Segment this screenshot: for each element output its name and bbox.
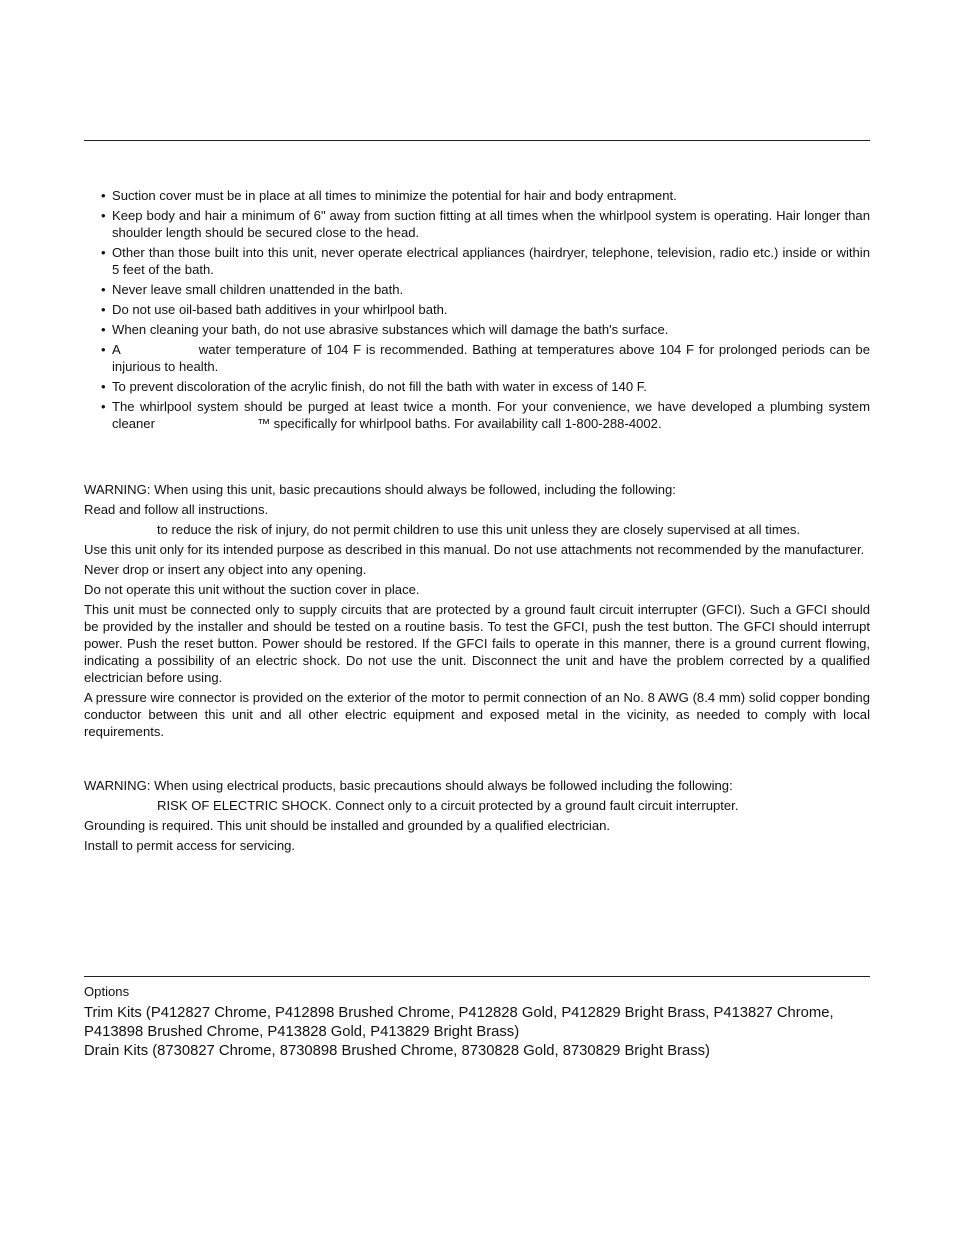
instructions-purpose: Use this unit only for its intended purpose as described in this manual. Do not use attachments not recommended by the manufacturer. xyxy=(84,542,865,557)
instructions-gfci: This unit must be connected only to supply circuits that are protected by a ground fault circuit interrupter (GFCI). Such a GFCI should be provided by the installer and should be tested on a routine basis. To test the GFCI, push the test button. The GFCI should interrupt power. Push the reset button. Power should be restored. If the GFCI fails to operate in this manner, there is a ground current flowing, indicating a possibility of an electric shock. Do not use the unit. Disconnect the unit and have the problem corrected by a qualified electrician before using. xyxy=(84,602,870,685)
options-trim-kits: Trim Kits (P412827 Chrome, P412898 Brushed Chrome, P412828 Gold, P412829 Bright Brass, P413827 Chrome, P413898 Brushed Chrome, P413828 Gold, P413829 Bright Brass) xyxy=(84,1005,834,1040)
instructions-read: Read and follow all instructions. xyxy=(84,502,269,517)
top-divider xyxy=(84,140,870,141)
electrical-precautions xyxy=(84,777,870,857)
safety-bullet-list xyxy=(101,187,870,435)
electrical-install: Install to permit access for servicing. xyxy=(84,838,296,853)
options-label: Options xyxy=(84,984,130,999)
temp-text: water temperature of 104 F is recommended. Bathing at temperatures above 104 F for prolonged periods can be injurious to health. xyxy=(112,342,870,374)
temp-article: A xyxy=(112,342,121,357)
bullet-water-temperature xyxy=(101,341,870,375)
bullet-hair-distance: • Keep body and hair a minimum of 6" away from suction fitting at all times when the whirlpool system is operating. Hair longer than shoulder length should be secured close to the head. xyxy=(101,207,870,241)
bullet-suction-cover: • Suction cover must be in place at all times to minimize the potential for hair and body entrapment. xyxy=(101,187,870,204)
instructions-children: to reduce the risk of injury, do not permit children to use this unit unless they are closely supervised at all times. xyxy=(157,522,801,537)
purge-text: The whirlpool system should be purged at least twice a month. For your convenience, we have developed a plumbing system cleaner xyxy=(112,399,870,431)
bullet-purge-system xyxy=(101,398,870,432)
electrical-grounding: Grounding is required. This unit should be installed and grounded by a qualified electrician. xyxy=(84,818,611,833)
electrical-shock: RISK OF ELECTRIC SHOCK. Connect only to a circuit protected by a ground fault circuit interrupter. xyxy=(157,798,739,813)
options-drain-kits: Drain Kits (8730827 Chrome, 8730898 Brushed Chrome, 8730828 Gold, 8730829 Bright Brass) xyxy=(84,1043,710,1059)
important-instructions xyxy=(84,481,870,743)
bullet-children-unattended: • Never leave small children unattended in the bath. xyxy=(101,281,870,298)
bullet-discoloration: • To prevent discoloration of the acrylic finish, do not fill the bath with water in excess of 140 F. xyxy=(101,378,870,395)
instructions-suction: Do not operate this unit without the suction cover in place. xyxy=(84,582,420,597)
instructions-warning: WARNING: When using this unit, basic precautions should always be followed, including the following: xyxy=(84,482,676,497)
instructions-drop: Never drop or insert any object into any opening. xyxy=(84,562,367,577)
options-section xyxy=(84,983,870,1061)
bullet-abrasive-cleaning: • When cleaning your bath, do not use abrasive substances which will damage the bath's surface. xyxy=(101,321,870,338)
bottom-divider xyxy=(84,976,870,977)
bullet-oil-additives: • Do not use oil-based bath additives in your whirlpool bath. xyxy=(101,301,870,318)
electrical-warning: WARNING: When using electrical products, basic precautions should always be followed including the following: xyxy=(84,778,733,793)
instructions-pressure-connector: A pressure wire connector is provided on the exterior of the motor to permit connection of an No. 8 AWG (8.4 mm) solid copper bonding conductor between this unit and all other electric equipment and exposed metal in the vicinity, as needed to comply with local requirements. xyxy=(84,690,870,739)
purge-trademark-text: ™ specifically for whirlpool baths. For availability call 1-800-288-4002. xyxy=(256,416,662,431)
bullet-electrical-appliances: • Other than those built into this unit, never operate electrical appliances (hairdryer, telephone, television, radio etc.) inside or within 5 feet of the bath. xyxy=(101,244,870,278)
